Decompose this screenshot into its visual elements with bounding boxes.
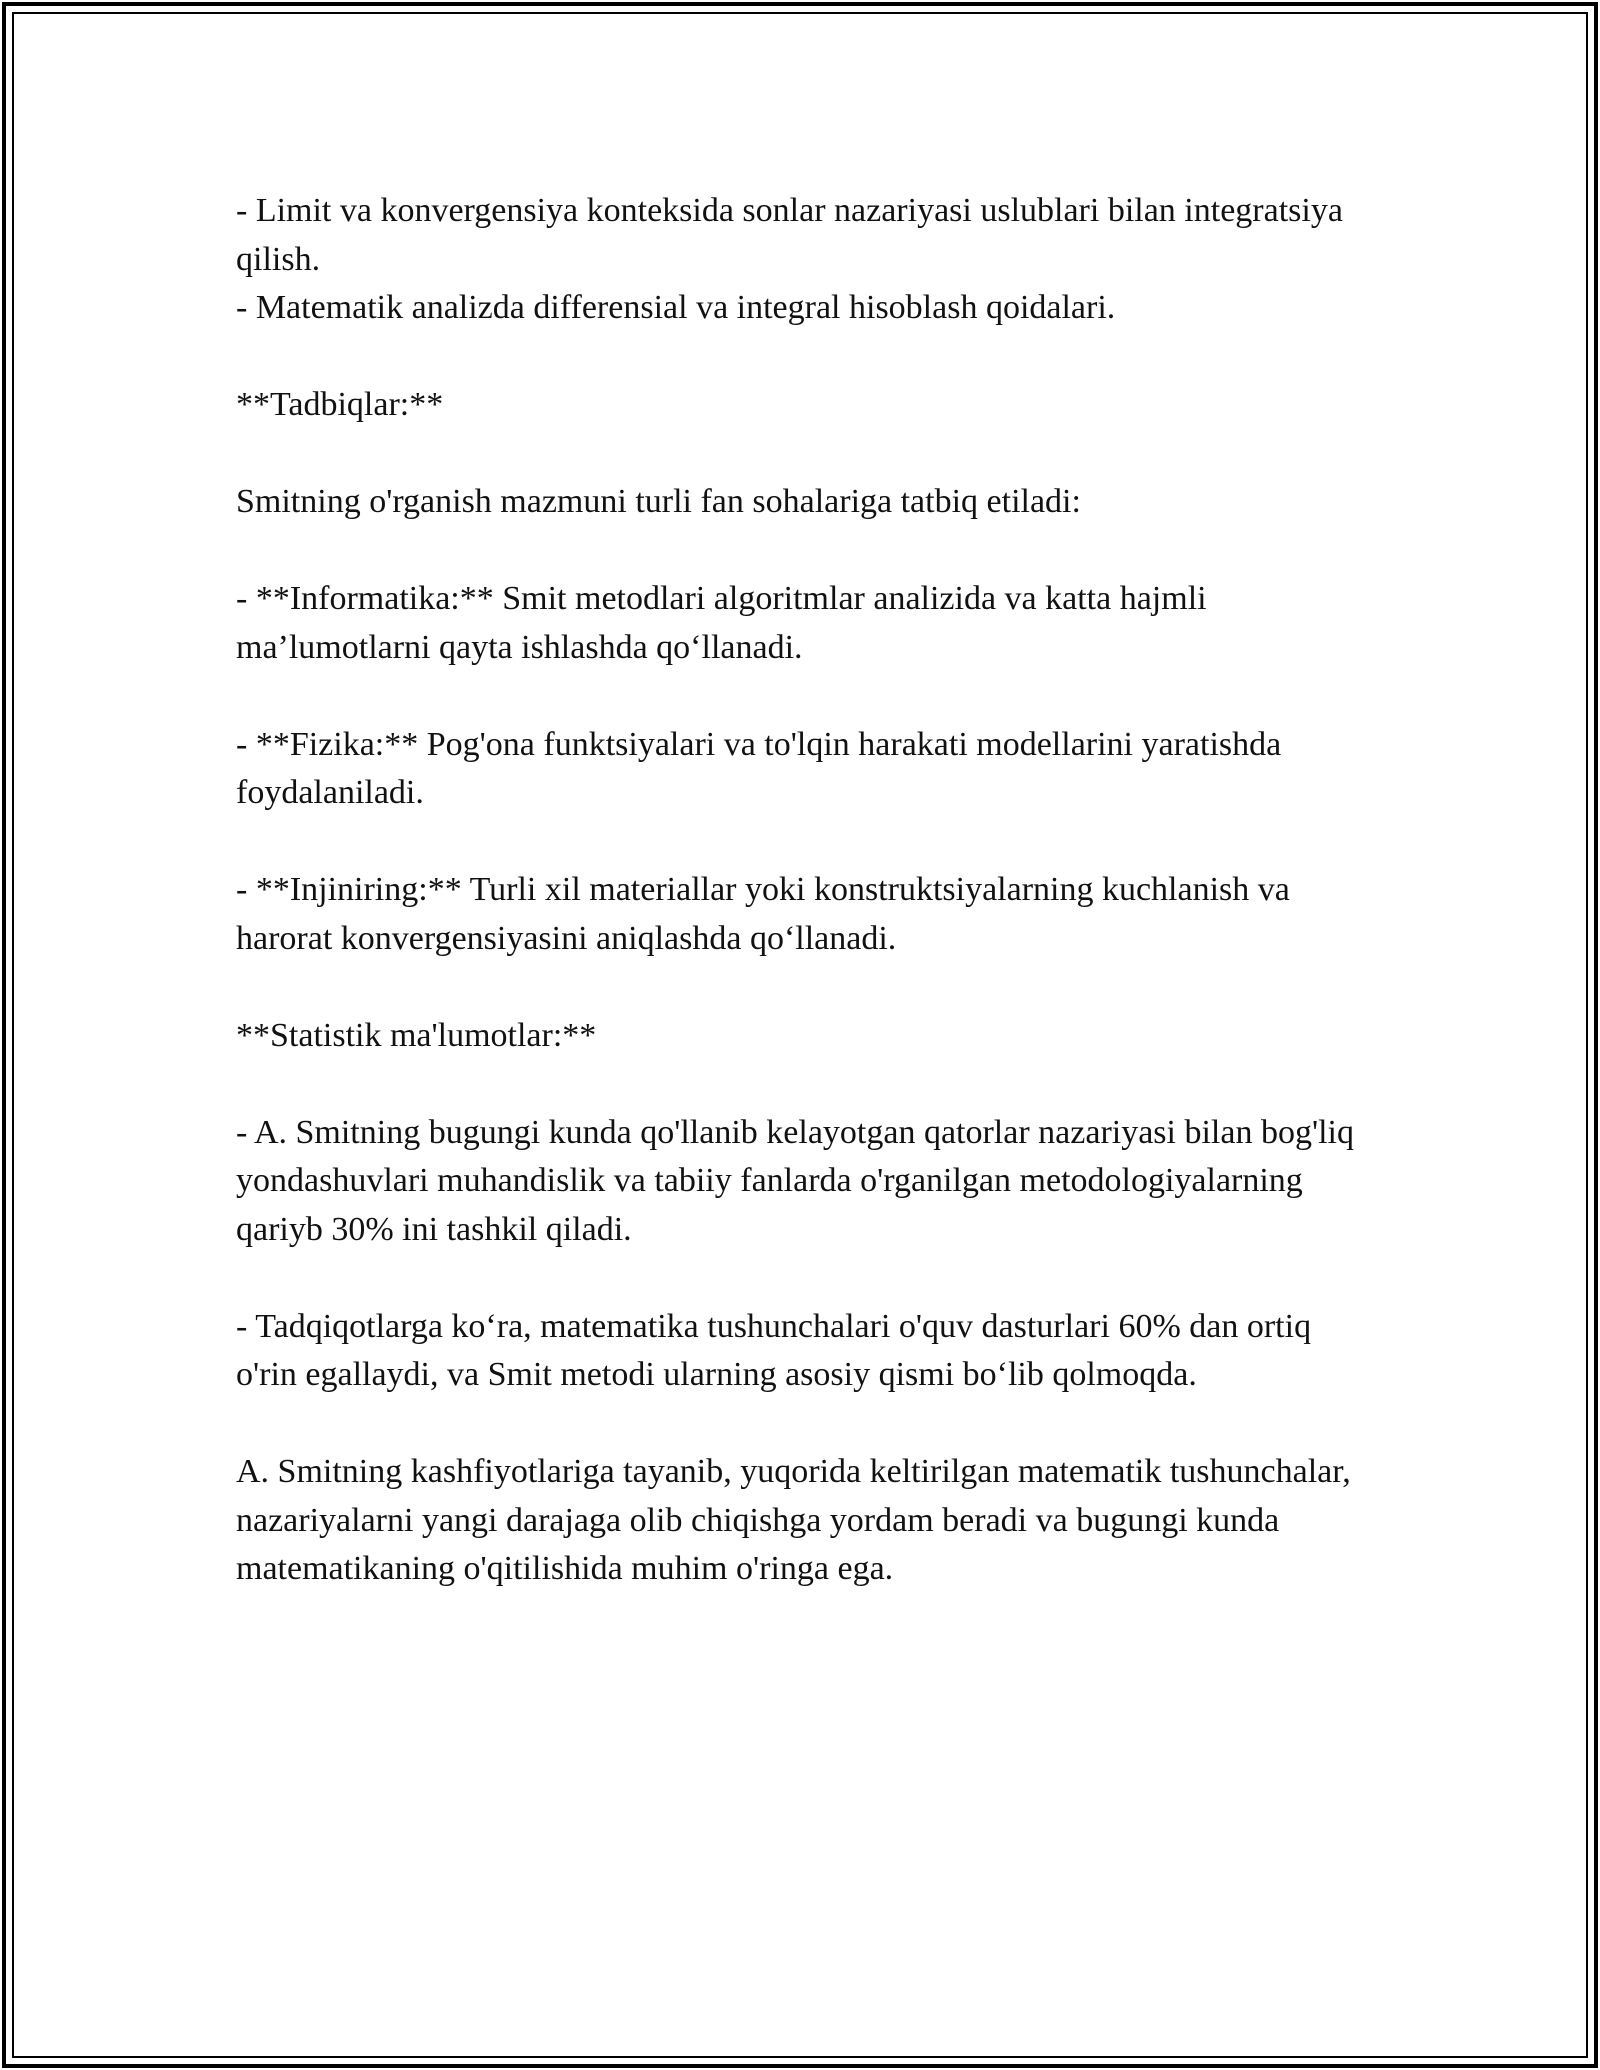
paragraph-gap xyxy=(236,527,1376,576)
bullet-limit-konvergensiya: - Limit va konvergensiya konteksida sonlar nazariyasi uslublari bilan integratsiya qilish. xyxy=(236,192,1343,278)
intro-tatbiq: Smitning o'rganish mazmuni turli fan sohalariga tatbiq etiladi: xyxy=(236,483,1081,520)
paragraph-gap xyxy=(236,963,1376,1012)
conclusion-paragraph: A. Smitning kashfiyotlariga tayanib, yuqorida keltirilgan matematik tushunchalar, nazariyalarni yangi darajaga olib chiqishga yordam beradi va bugungi kunda matematikaning o'qitilishida muhim o'ringa ega. xyxy=(236,1453,1351,1587)
heading-statistik: **Statistik ma'lumotlar:** xyxy=(236,1016,597,1054)
bullet-matematik-analiz: - Matematik analizda differensial va integral hisoblash qoidalari. xyxy=(236,289,1116,326)
bullet-fizika: - **Fizika:** Pog'ona funktsiyalari va to'lqin harakati modellarini yaratishda foydalaniladi. xyxy=(236,725,1282,811)
bullet-informatika: - **Informatika:** Smit metodlari algoritmlar analizida va katta hajmli ma’lumotlarni qayta ishlashda qo‘llanadi. xyxy=(236,580,1207,666)
paragraph-gap xyxy=(236,672,1376,721)
paragraph-gap xyxy=(236,430,1376,479)
paragraph-gap xyxy=(236,1254,1376,1303)
paragraph-gap xyxy=(236,1060,1376,1109)
paragraph-gap xyxy=(236,818,1376,867)
document-body xyxy=(236,187,1376,1594)
paragraph-gap xyxy=(236,1400,1376,1449)
paragraph-gap xyxy=(236,333,1376,382)
heading-tadbiqlar: **Tadbiqlar:** xyxy=(236,386,444,423)
bullet-injiniring: - **Injiniring:** Turli xil materiallar yoki konstruktsiyalarning kuchlanish va harorat konvergensiyasini aniqlashda qo‘llanadi. xyxy=(236,871,1290,957)
bullet-statistika-60: - Tadqiqotlarga ko‘ra, matematika tushunchalari o'quv dasturlari 60% dan ortiq o'rin egallaydi, va Smit metodi ularning asosiy qismi bo‘lib qolmoqda. xyxy=(236,1307,1312,1393)
bullet-statistika-30: - A. Smitning bugungi kunda qo'llanib kelayotgan qatorlar nazariyasi bilan bog'liq yondashuvlari muhandislik va tabiiy fanlarda o'rganilgan metodologiyalarning qariyb 30% ini tashkil qiladi. xyxy=(236,1113,1354,1248)
